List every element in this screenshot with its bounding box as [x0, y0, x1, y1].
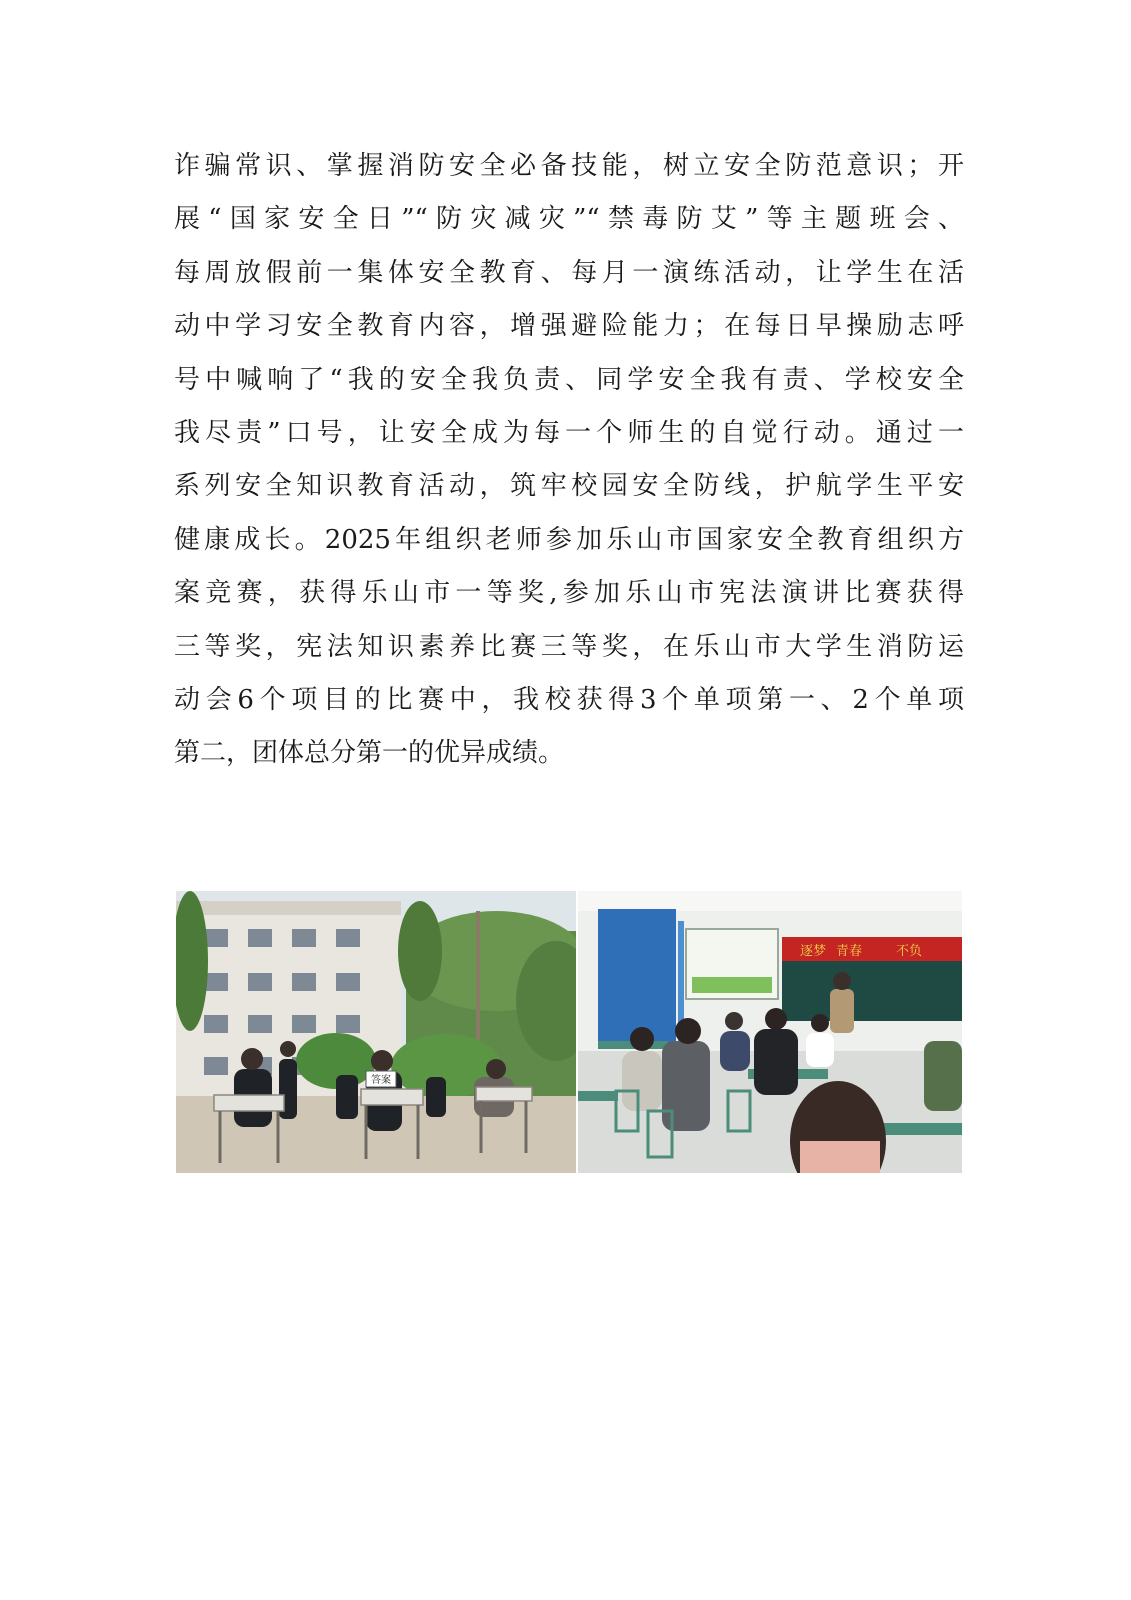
paragraph-line: 第二，团体总分第一的优异成绩。: [174, 738, 565, 769]
banner-text-2: 青春: [836, 944, 863, 959]
paragraph-line: 案竞赛，获得乐山市一等奖,参加乐山市宪法演讲比赛获得: [174, 578, 964, 609]
paragraph-line: 诈骗常识、掌握消防安全必备技能，树立安全防范意识；开: [174, 151, 964, 181]
banner-text-3: 不负: [896, 944, 923, 959]
banner-text-1: 逐梦: [800, 944, 827, 959]
paragraph-line: 系列安全知识教育活动，筑牢校园安全防线，护航学生平安: [174, 471, 964, 502]
paragraph-line: 展“国家安全日”“防灾减灾”“禁毒防艾”等主题班会、: [174, 204, 964, 235]
photo-row: [176, 891, 962, 1173]
paragraph-line: 号中喊响了“我的安全我负责、同学安全我有责、学校安全: [174, 364, 964, 395]
paragraph-line: 动会6个项目的比赛中，我校获得3个单项第一、2个单项: [174, 684, 964, 715]
paragraph-line: 健康成长。2025年组织老师参加乐山市国家安全教育组织方: [174, 524, 964, 555]
paragraph-line: 三等奖，宪法知识素养比赛三等奖，在乐山市大学生消防运: [174, 631, 964, 662]
paragraph-line: 每周放假前一集体安全教育、每月一演练活动，让学生在活: [174, 257, 964, 288]
classroom-lecture-photo: [578, 891, 962, 1173]
outdoor-drill-photo: [176, 891, 576, 1173]
desk-sign-text: 答案: [371, 1075, 391, 1086]
paragraph-line: 动中学习安全教育内容，增强避险能力；在每日早操励志呼: [174, 311, 964, 342]
body-paragraph: [174, 140, 964, 781]
paragraph-line: 我尽责”口号，让安全成为每一个师生的自觉行动。通过一: [174, 417, 964, 448]
